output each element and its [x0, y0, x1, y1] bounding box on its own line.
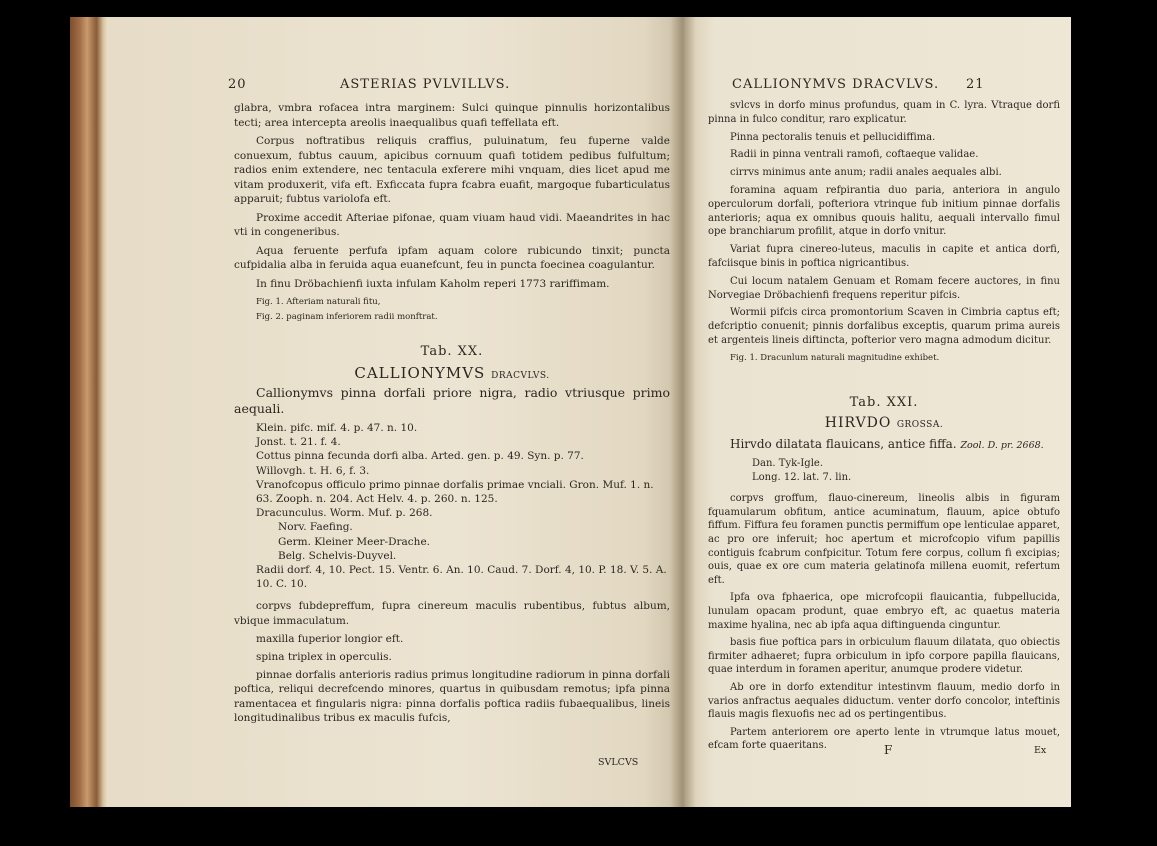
- left-ref-7: Norv. Faefing.: [278, 521, 353, 534]
- right-species: GROSSA.: [896, 420, 944, 430]
- book-fore-edge: [70, 17, 108, 807]
- right-para-3: Radii in pinna ventrali ramofi, coftaeque validae.: [730, 149, 979, 161]
- left-desc-4: pinnae dorfalis anterioris radius primus longitudine radiorum in pinna dorfali poftica, reliqui decrefcendo minores, quartus in quibusdam remotus; ipfa pinna ramentacea et fingularis nigra: pinna dorfalis poftica radiis fubaequalibus, lineis longitudinalibus tribus ex maculis fufcis,: [234, 669, 670, 724]
- left-para-2: Corpus noftratibus reliquis craffius, puluinatum, feu fuperne valde conuexum, fubtus cauum, apicibus cornuum quafi totidem pedibus fulfultum; radios enim extendere, nec tentacula exferere mihi vnquam, dies licet apud me vitam produxerit, vifa eft. Exficcata fupra fcabra euafit, margoque fubarticulatus apparuit; fubtus variolofa eft.: [234, 135, 670, 205]
- right-taxon-block: [708, 437, 1060, 757]
- right-catchword: Ex: [1034, 745, 1047, 756]
- left-ref-1: Klein. pifc. mif. 4. p. 47. n. 10.: [256, 422, 418, 434]
- left-species: DRACVLVS.: [491, 371, 550, 381]
- right-para-7: Cui locum natalem Genuam et Romam fecere auctores, in finu Norvegiae Dröbachienfi frequens reperitur pifcis.: [708, 275, 1060, 301]
- left-diagnosis: Callionymvs pinna dorfali priore nigra, radio vtriusque primo aequali.: [234, 385, 670, 416]
- left-ref-2: Jonst. t. 21. f. 4.: [256, 436, 341, 449]
- right-desc-5: Partem anteriorem ore aperto lente in vtrumque latus mouet, efcam forte quaeritans.: [708, 726, 1060, 752]
- left-ref-10: Radii dorf. 4, 10. Pect. 15. Ventr. 6. An. 10. Caud. 7. Dorf. 4, 10. P. 18. V. 5. A. 10. C. 10.: [256, 564, 667, 591]
- right-page: [684, 17, 1071, 807]
- right-name-1: Dan. Tyk-Igle.: [752, 458, 824, 469]
- left-running-head: ASTERIAS PVLVILLVS.: [340, 77, 511, 92]
- right-species-title: [708, 415, 1060, 431]
- right-page-number: 21: [966, 77, 985, 92]
- left-para-3: Proxime accedit Afteriae pifonae, quam viuam haud vidi. Maeandrites in hac vti in congeneribus.: [234, 211, 670, 238]
- left-taxon-block: [234, 385, 670, 729]
- right-plate-number: Tab. XXI.: [849, 395, 919, 410]
- left-para-4: Aqua feruente perfufa ipfam aquam colore rubicundo tinxit; puncta cufpidalia alba in feruida aqua euanefcunt, feu in puncta foecinea coagulantur.: [234, 244, 670, 271]
- left-desc-1: corpvs fubdepreffum, fupra cinereum maculis rubentibus, fubtus album, vbique immaculatum.: [234, 600, 670, 627]
- left-fig-caption-2: Fig. 2. paginam inferiorem radii monftrat.: [256, 311, 438, 322]
- left-ref-6: Dracunculus. Worm. Muf. p. 268.: [256, 507, 433, 520]
- left-para-1: glabra, vmbra rofacea intra marginem: Sulci quinque pinnulis horizontalibus tecti; area intercepta areolis inaequalibus quafi teffellata eft.: [234, 102, 670, 129]
- left-para-5: In finu Dröbachienfi iuxta infulam Kaholm reperi 1773 rariffimam.: [256, 277, 610, 290]
- left-ref-5: Vranofcopus officulo primo pinnae dorfalis primae vnciali. Gron. Muf. 1. n. 63. Zooph. n. 204. Act Helv. 4. p. 260. n. 125.: [256, 478, 654, 506]
- left-ref-4: Willovgh. t. H. 6, f. 3.: [256, 464, 370, 477]
- left-genus: CALLIONYMVS: [354, 364, 486, 382]
- left-ref-8: Germ. Kleiner Meer-Drache.: [278, 535, 430, 548]
- left-plate-number: Tab. XX.: [420, 344, 484, 359]
- book-spread: [70, 17, 1071, 807]
- left-catchword: SVLCVS: [598, 757, 639, 768]
- left-page-number: 20: [228, 77, 247, 92]
- right-diagnosis: Hirvdo dilatata flauicans, antice fiffa.: [730, 437, 957, 451]
- right-desc-1: corpvs groffum, flauo-cinereum, lineolis albis in figuram fquamularum obfitum, antice acuminatum, flauum, apice obtufo fiffum. Fiffura feu foramen punctis permiffum ope lenticulae apparet, ac pro ore inferuit; hoc apertum et microfcopio vifum papillis contiguis fcabrum confpicitur. Totum fere corpus, collum fi excipias; ouis, quae ex ore cum materia gelatinofa millena euomit, refertum eft.: [708, 493, 1060, 586]
- right-running-head: CALLIONYMVS DRACVLVS.: [732, 77, 940, 92]
- left-ref-3: Cottus pinna fecunda dorfi alba. Arted. gen. p. 49. Syn. p. 77.: [256, 450, 584, 463]
- right-genus: HIRVDO: [824, 415, 892, 431]
- right-fig-caption: Fig. 1. Dracunlum naturali magnitudine exhibet.: [730, 352, 940, 363]
- left-ref-9: Belg. Schelvis-Duyvel.: [278, 549, 397, 562]
- left-page: [108, 17, 684, 807]
- right-para-2: Pinna pectoralis tenuis et pellucidiffima.: [730, 131, 936, 143]
- right-name-2: Long. 12. lat. 7. lin.: [752, 471, 852, 483]
- left-desc-3: spina triplex in operculis.: [256, 651, 392, 664]
- left-species-title: [234, 364, 670, 382]
- right-para-4: cirrvs minimus ante anum; radii anales aequales albi.: [730, 167, 1002, 179]
- right-signature: F: [884, 743, 893, 757]
- left-fig-caption-1: Fig. 1. Afteriam naturali fitu,: [256, 297, 381, 307]
- left-body: [234, 101, 670, 324]
- right-desc-2: Ipfa ova fphaerica, ope microfcopii flauicantia, fubpellucida, lunulam opacam produnt, quae embryo eft, ac quaetus materia maxime hyalina, nec ab ipfa aqua diftinguenda cinguntur.: [708, 592, 1060, 631]
- left-desc-2: maxilla fuperior longior eft.: [256, 632, 404, 645]
- right-para-6: Variat fupra cinereo-luteus, maculis in capite et antica dorfi, fafciisque binis in poftica nigricantibus.: [708, 244, 1060, 269]
- right-para-5: foramina aquam refpirantia duo paria, anteriora in angulo operculorum dorfali, pofteriora vtrinque fub initium pinnae dorfalis anterioris; aqua ex omnibus quouis halitu, aequali intervallo fimul ope branchiarum profilit, atque in dorfo vnitur.: [708, 184, 1060, 238]
- right-desc-4: Ab ore in dorfo extenditur intestinvm flauum, medio dorfo in varios anfractus aequales diductum. venter dorfo concolor, inteftinis flauis magis flexuofis nec ad os pertingentibus.: [708, 681, 1060, 721]
- right-body: [708, 99, 1060, 366]
- right-diagnosis-line: [708, 437, 1060, 453]
- book-gutter: [670, 17, 696, 807]
- right-para-8: Wormii pifcis circa promontorium Scaven in Cimbria captus eft; defcriptio conuenit; pinnis dorfalibus exceptis, quarum prima aureis et argenteis lineis diftincta, pofterior vero magna admodum dicitur.: [708, 307, 1060, 346]
- right-desc-3: basis fiue poftica pars in orbiculum flauum dilatata, quo obiectis firmiter adhaeret; fupra orbiculum in ipfo corpore papilla flauicans, quae interdum in foramen aperitur, anumque prodere videtur.: [708, 637, 1060, 676]
- right-para-1: svlcvs in dorfo minus profundus, quam in C. lyra. Vtraque dorfi pinna in fulco conditur, raro explicatur.: [708, 100, 1060, 125]
- right-diagnosis-ref: Zool. D. pr. 2668.: [960, 440, 1044, 451]
